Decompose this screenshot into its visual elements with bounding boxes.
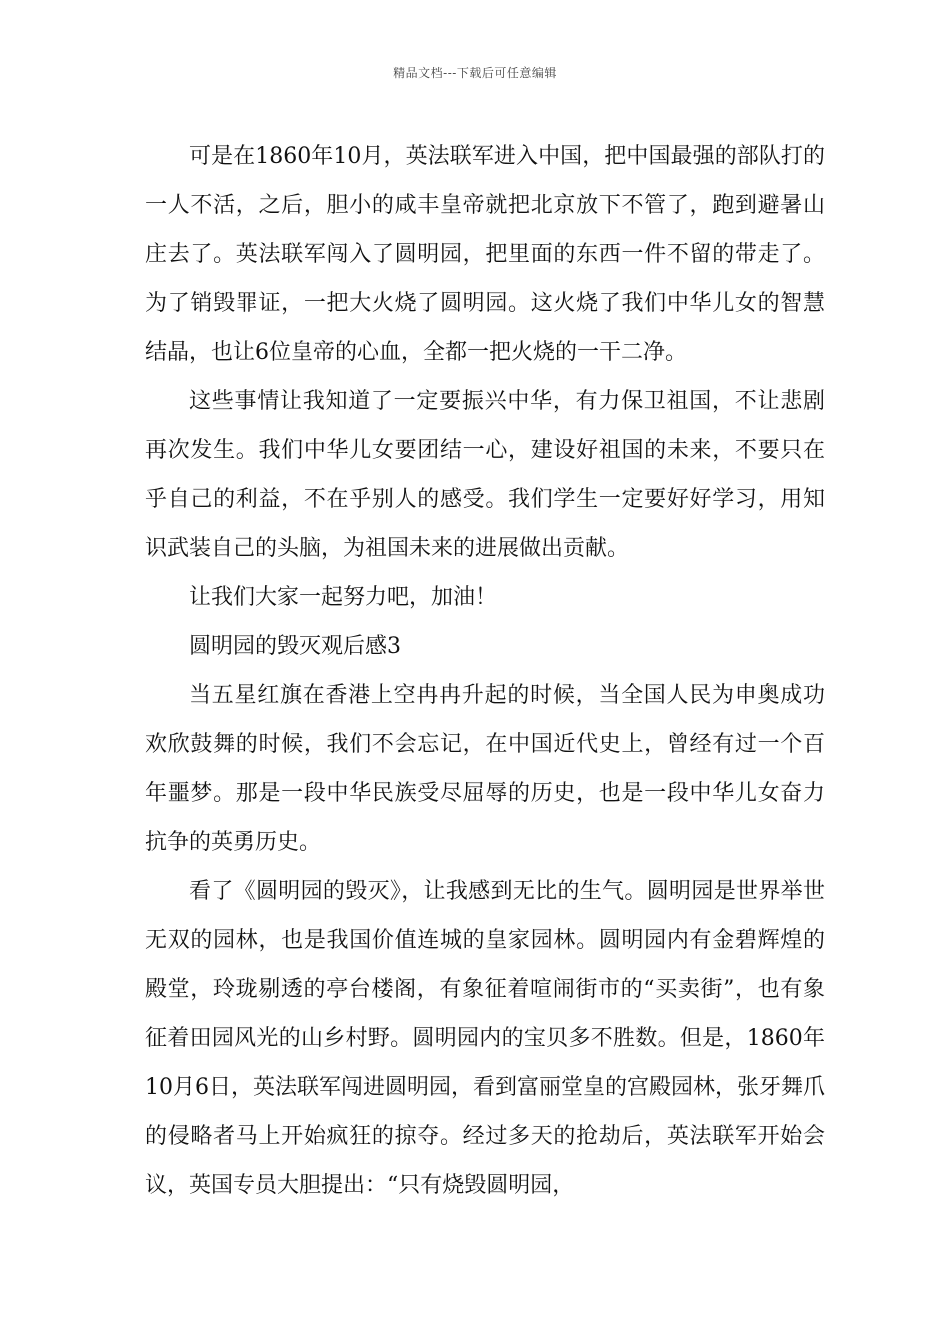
page-header: 精品文档---下载后可任意编辑 bbox=[393, 66, 557, 80]
section-title: 圆明园的毁灭观后感3 bbox=[189, 634, 401, 659]
paragraph: 看了《圆明园的毁灭》，让我感到无比的生气。圆明园是世界举世无双的园林，也是我国价值连城的皇家园林。圆明园内有金碧辉煌的殿堂，玲珑剔透的亭台楼阁，有象征着喧闹街市的“买卖街”，也有象征着田园风光的山乡村野。圆明园内的宝贝多不胜数。但是，1860年10月6日，英法联军闯进圆明园，看到富丽堂皇的宫殿园林，张牙舞爪的侵略者马上开始疯狂的掠夺。经过多天的抢劫后，英法联军开始会议，英国专员大胆提出：“只有烧毁圆明园， bbox=[145, 879, 825, 1198]
paragraph: 这些事情让我知道了一定要振兴中华，有力保卫祖国，不让悲剧再次发生。我们中华儿女要团结一心，建设好祖国的未来，不要只在乎自己的利益，不在乎别人的感受。我们学生一定要好好学习，用知识武装自己的头脑，为祖国未来的进展做出贡献。 bbox=[145, 389, 825, 561]
document-body bbox=[145, 132, 825, 1210]
paragraph: 让我们大家一起努力吧，加油！ bbox=[189, 585, 498, 610]
paragraph: 可是在1860年10月，英法联军进入中国，把中国最强的部队打的一人不活，之后，胆小的咸丰皇帝就把北京放下不管了，跑到避暑山庄去了。英法联军闯入了圆明园，把里面的东西一件不留的带走了。为了销毁罪证，一把大火烧了圆明园。这火烧了我们中华儿女的智慧结晶，也让6位皇帝的心血，全都一把火烧的一干二净。 bbox=[145, 144, 825, 365]
paragraph: 当五星红旗在香港上空冉冉升起的时候，当全国人民为申奥成功欢欣鼓舞的时候，我们不会忘记，在中国近代史上，曾经有过一个百年噩梦。那是一段中华民族受尽屈辱的历史，也是一段中华儿女奋力抗争的英勇历史。 bbox=[145, 683, 825, 855]
